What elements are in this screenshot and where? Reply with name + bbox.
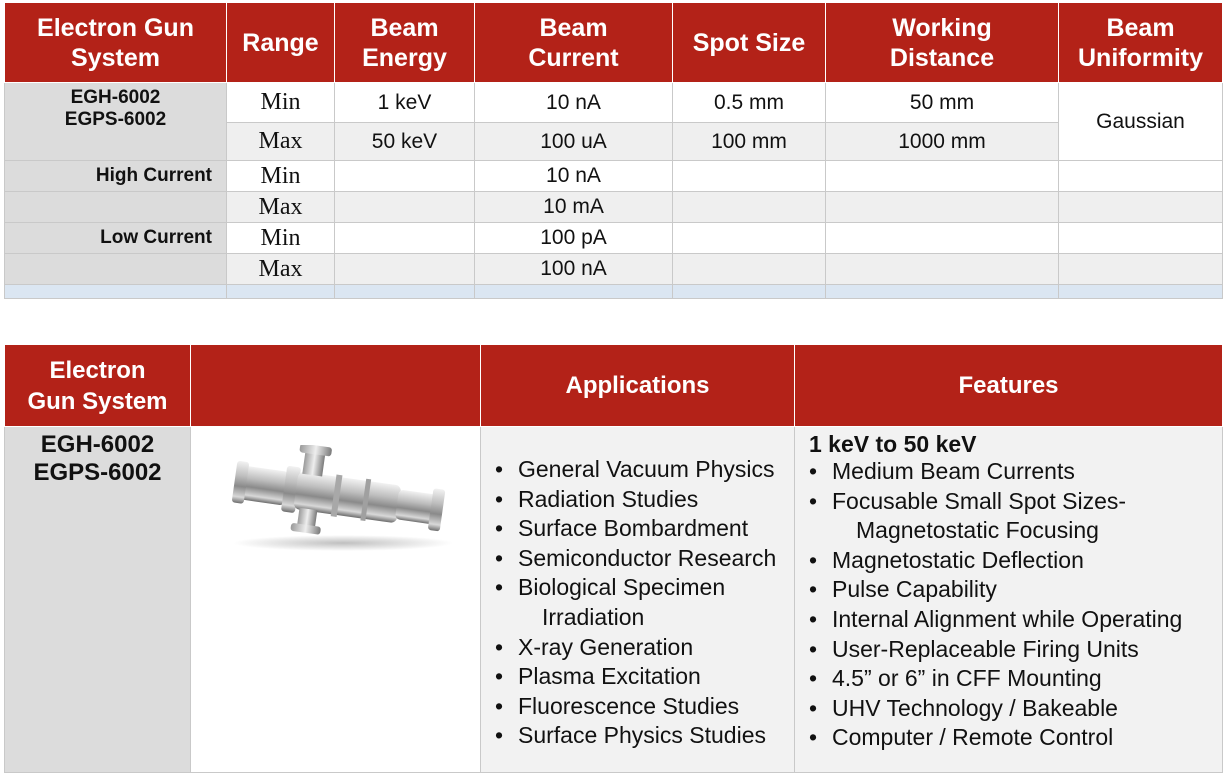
header-applications: Applications bbox=[481, 345, 795, 427]
list-item-text: Magnetostatic Deflection bbox=[832, 546, 1084, 573]
empty-cell bbox=[335, 223, 475, 254]
empty-cell bbox=[335, 161, 475, 192]
spec-table bbox=[4, 2, 1223, 299]
range-max: Max bbox=[227, 123, 335, 161]
empty-cell bbox=[335, 192, 475, 223]
low-current-max: 100 nA bbox=[475, 254, 673, 285]
spacer-cell bbox=[227, 285, 335, 299]
list-item bbox=[795, 457, 1222, 487]
wd-max: 1000 mm bbox=[826, 123, 1059, 161]
range-min: Min bbox=[227, 223, 335, 254]
list-item-text-continued: Irradiation bbox=[542, 603, 645, 630]
current-min: 10 nA bbox=[475, 83, 673, 123]
header-beam-energy: Beam Energy bbox=[335, 3, 475, 83]
list-item bbox=[481, 455, 794, 485]
applications-cell bbox=[481, 427, 795, 773]
table-row bbox=[5, 427, 1223, 773]
list-item-text: Internal Alignment while Operating bbox=[832, 605, 1183, 632]
list-item-text: General Vacuum Physics bbox=[518, 456, 775, 482]
spec-header-row bbox=[5, 3, 1223, 83]
empty-cell bbox=[673, 192, 826, 223]
uniformity-value: Gaussian bbox=[1059, 83, 1223, 161]
header-beam-current: Beam Current bbox=[475, 3, 673, 83]
app-header-row bbox=[5, 345, 1223, 427]
header-electron-gun-system: Electron Gun System bbox=[5, 345, 191, 427]
list-item bbox=[795, 723, 1222, 753]
wd-min: 50 mm bbox=[826, 83, 1059, 123]
list-item bbox=[481, 662, 794, 692]
list-item-text: 4.5” or 6” in CFF Mounting bbox=[832, 665, 1102, 692]
list-item bbox=[795, 575, 1222, 605]
range-min: Min bbox=[227, 83, 335, 123]
list-item-text: Medium Beam Currents bbox=[832, 458, 1075, 484]
list-item-text: Pulse Capability bbox=[832, 576, 997, 603]
current-max: 100 uA bbox=[475, 123, 673, 161]
list-item bbox=[795, 635, 1222, 665]
range-max: Max bbox=[227, 192, 335, 223]
list-item bbox=[481, 573, 794, 632]
empty-cell bbox=[826, 161, 1059, 192]
high-current-max: 10 mA bbox=[475, 192, 673, 223]
table-row bbox=[5, 192, 1223, 223]
list-item-text: X-ray Generation bbox=[518, 633, 694, 660]
list-item-text: Fluorescence Studies bbox=[518, 692, 740, 719]
list-item bbox=[481, 721, 794, 751]
low-current-min: 100 pA bbox=[475, 223, 673, 254]
energy-min: 1 keV bbox=[335, 83, 475, 123]
list-item-text: Surface Bombardment bbox=[518, 515, 749, 542]
empty-cell bbox=[673, 161, 826, 192]
header-electron-gun-system: Electron Gun System bbox=[5, 3, 227, 83]
list-item bbox=[795, 487, 1222, 546]
applications-table bbox=[4, 344, 1223, 773]
empty-cell bbox=[826, 254, 1059, 285]
list-item bbox=[795, 694, 1222, 724]
list-item-text: Semiconductor Research bbox=[518, 544, 777, 571]
list-item-text: Focusable Small Spot Sizes- bbox=[832, 487, 1127, 514]
electron-gun-icon bbox=[223, 445, 453, 555]
empty-label-cell bbox=[5, 192, 227, 223]
list-item bbox=[481, 485, 794, 515]
spacer-cell bbox=[1059, 285, 1223, 299]
system-models-label: EGH-6002 EGPS-6002 bbox=[5, 83, 227, 161]
high-current-min: 10 nA bbox=[475, 161, 673, 192]
features-cell bbox=[795, 427, 1223, 773]
list-item bbox=[795, 546, 1222, 576]
empty-cell bbox=[1059, 254, 1223, 285]
header-beam-uniformity: Beam Uniformity bbox=[1059, 3, 1223, 83]
empty-cell bbox=[673, 223, 826, 254]
table-row bbox=[5, 161, 1223, 192]
spacer-cell bbox=[475, 285, 673, 299]
spot-max: 100 mm bbox=[673, 123, 826, 161]
spacer-cell bbox=[335, 285, 475, 299]
list-item-text: Plasma Excitation bbox=[518, 663, 701, 690]
list-item-text: UHV Technology / Bakeable bbox=[832, 694, 1118, 721]
empty-cell bbox=[1059, 192, 1223, 223]
list-item bbox=[481, 544, 794, 574]
list-item bbox=[481, 692, 794, 722]
features-list bbox=[795, 457, 1222, 753]
list-item-text: Radiation Studies bbox=[518, 485, 699, 512]
list-item-text: Biological Specimen bbox=[518, 574, 726, 601]
range-max: Max bbox=[227, 254, 335, 285]
empty-cell bbox=[673, 254, 826, 285]
table-row bbox=[5, 254, 1223, 285]
list-item-text: Surface Physics Studies bbox=[518, 722, 767, 749]
spacer-cell bbox=[5, 285, 227, 299]
spacer-cell bbox=[673, 285, 826, 299]
empty-cell bbox=[826, 192, 1059, 223]
range-min: Min bbox=[227, 161, 335, 192]
header-working-distance: Working Distance bbox=[826, 3, 1059, 83]
features-heading: 1 keV to 50 keV bbox=[809, 431, 977, 457]
header-features: Features bbox=[795, 345, 1223, 427]
list-item-text: Computer / Remote Control bbox=[832, 724, 1114, 751]
list-item bbox=[481, 514, 794, 544]
energy-max: 50 keV bbox=[335, 123, 475, 161]
system-models-label: EGH-6002 EGPS-6002 bbox=[5, 427, 191, 773]
empty-cell bbox=[826, 223, 1059, 254]
header-image bbox=[191, 345, 481, 427]
table-row bbox=[5, 83, 1223, 123]
list-item bbox=[795, 605, 1222, 635]
spot-min: 0.5 mm bbox=[673, 83, 826, 123]
header-spot-size: Spot Size bbox=[673, 3, 826, 83]
list-item bbox=[795, 664, 1222, 694]
empty-cell bbox=[335, 254, 475, 285]
electron-gun-photo bbox=[191, 427, 481, 773]
list-item-text: User-Replaceable Firing Units bbox=[832, 635, 1139, 662]
header-range: Range bbox=[227, 3, 335, 83]
spacer-row bbox=[5, 285, 1223, 299]
low-current-label: Low Current bbox=[5, 223, 227, 254]
empty-label-cell bbox=[5, 254, 227, 285]
high-current-label: High Current bbox=[5, 161, 227, 192]
empty-cell bbox=[1059, 223, 1223, 254]
empty-cell bbox=[1059, 161, 1223, 192]
list-item-text-continued: Magnetostatic Focusing bbox=[856, 517, 1099, 544]
spacer-cell bbox=[826, 285, 1059, 299]
list-item bbox=[481, 633, 794, 663]
applications-list bbox=[481, 455, 794, 751]
table-row bbox=[5, 223, 1223, 254]
